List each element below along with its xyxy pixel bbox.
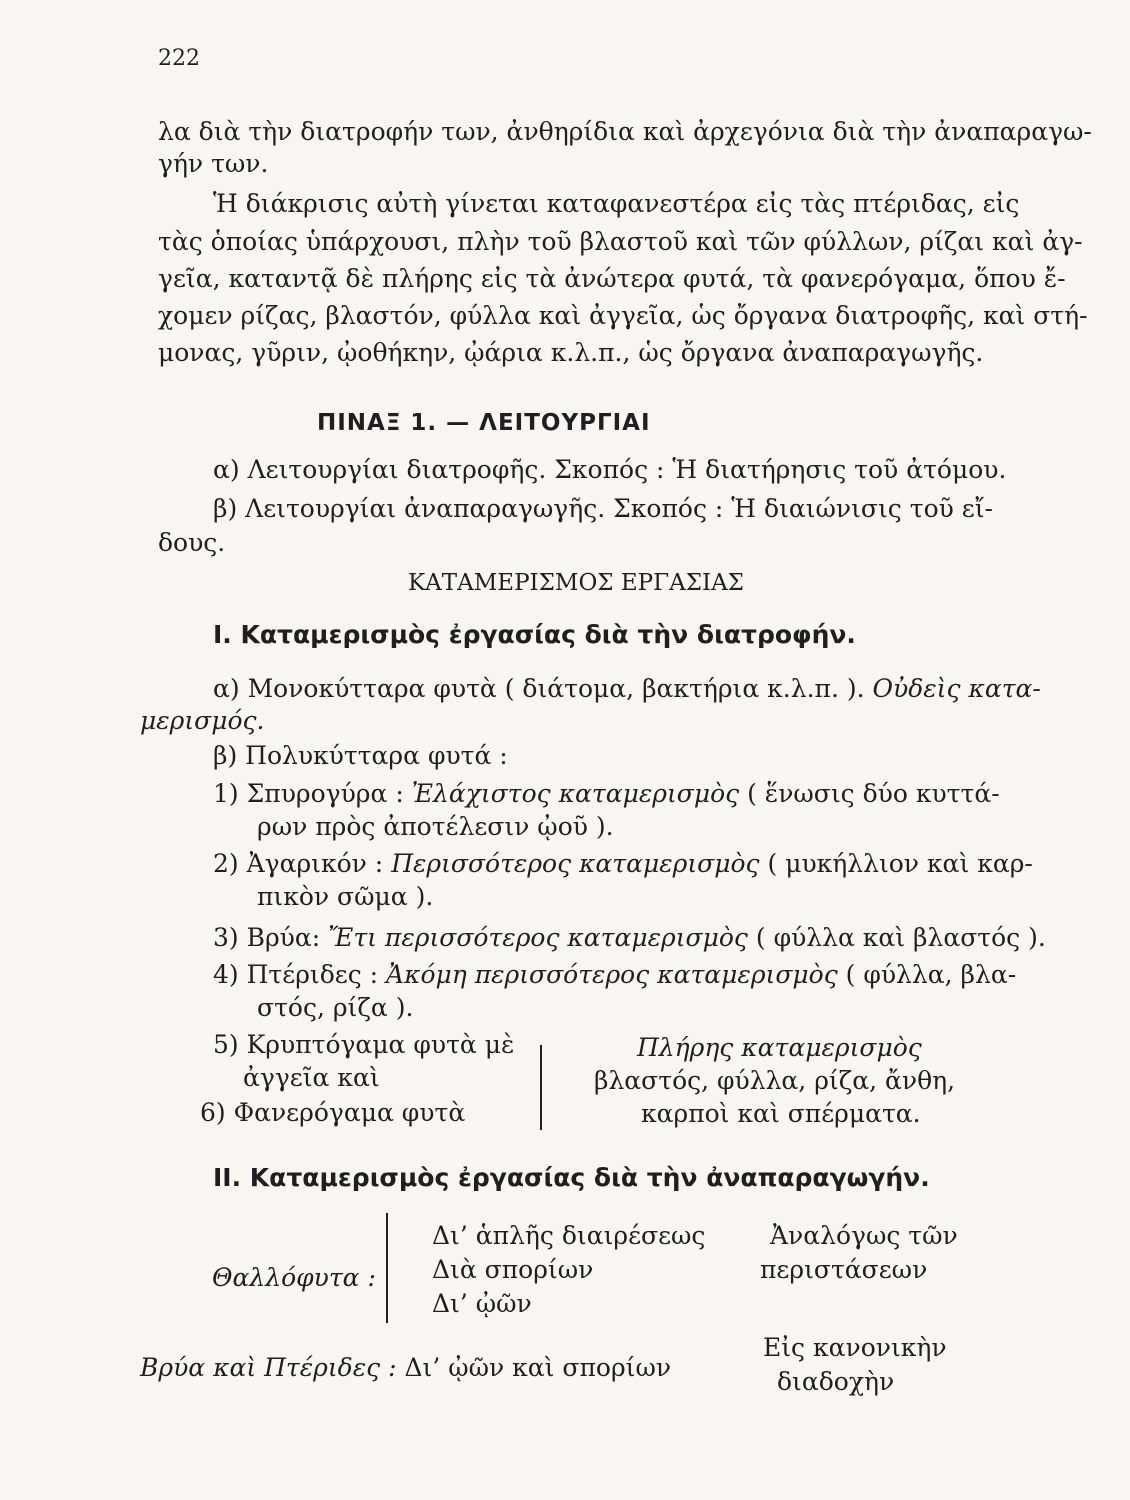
subitem-4-tail: ( φύλλα, βλα- bbox=[845, 960, 1017, 989]
subitem-4-italic: Ἀκόμη περισσότερος καταμερισμὸς bbox=[386, 960, 838, 989]
subitem-2-italic: Περισσότερος καταμερισμὸς bbox=[391, 849, 760, 878]
bryo-line bbox=[140, 1353, 671, 1383]
item-a-text: α) Μονοκύτταρα φυτὰ ( διάτομα, βακτήρια κ.λ.π. ). bbox=[213, 674, 865, 703]
right-summary-2: βλαστός, φύλλα, ρίζα, ἄνθη, bbox=[594, 1066, 956, 1095]
subitem-4 bbox=[213, 960, 1016, 990]
subitem-4-label: 4) Πτέριδες : bbox=[213, 960, 379, 989]
katamerismos-title: ΚΑΤΑΜΕΡΙΣΜΟΣ ΕΡΓΑΣΙΑΣ bbox=[408, 570, 744, 596]
section-2-heading: II. Καταμερισμὸς ἐργασίας διὰ τὴν ἀναπαραγωγήν. bbox=[213, 1163, 930, 1192]
pinax-item-a: α) Λειτουργίαι διατροφῆς. Σκοπός : Ἡ διατήρησις τοῦ ἀτόμου. bbox=[213, 455, 1007, 484]
subitem-2-cont: πικὸν σῶμα ). bbox=[257, 882, 434, 911]
intro-line-1: λα διὰ τὴν διατροφήν των, ἀνθηρίδια καὶ ἀρχεγόνια διὰ τὴν ἀναπαραγω- bbox=[158, 117, 1092, 146]
thallophyta-label: Θαλλόφυτα : bbox=[212, 1263, 376, 1292]
pinax-title: ΠΙΝΑΞ 1. — ΛΕΙΤΟΥΡΓΙΑΙ bbox=[317, 410, 651, 436]
bryo-label: Βρύα καὶ Πτέριδες : bbox=[140, 1353, 397, 1382]
paragraph-line-1: Ἡ διάκρισις αὐτὴ γίνεται καταφανεστέρα εἰς τὰς πτέριδας, εἰς bbox=[213, 189, 1020, 218]
paragraph-line-5: μονας, γῦριν, ᾠοθήκην, ᾠάρια κ.λ.π., ὡς ὄργανα ἀναπαραγωγῆς. bbox=[158, 338, 984, 367]
item-a-italic: Οὐδεὶς κατα- bbox=[872, 674, 1041, 703]
subitem-1 bbox=[213, 779, 1000, 809]
section-1-heading: I. Καταμερισμὸς ἐργασίας διὰ τὴν διατροφήν. bbox=[213, 620, 856, 649]
subitem-1-cont: ρων πρὸς ἀποτέλεσιν ᾠοῦ ). bbox=[257, 812, 614, 841]
thallophyta-method-1: Δι’ ἁπλῆς διαιρέσεως bbox=[432, 1221, 706, 1250]
intro-line-2: γήν των. bbox=[158, 149, 269, 178]
subitem-3-label: 3) Βρύα: bbox=[213, 923, 321, 952]
subitem-1-italic: Ἐλάχιστος καταμερισμὸς bbox=[411, 779, 740, 808]
subitem-3-italic: Ἔτι περισσότερος καταμερισμὸς bbox=[328, 923, 748, 952]
pinax-item-b-cont: δους. bbox=[158, 528, 226, 557]
kanoniki-line-1: Εἰς κανονικὴν bbox=[763, 1333, 947, 1362]
subitem-2-tail: ( μυκήλλιον καὶ καρ- bbox=[767, 849, 1033, 878]
subitem-1-label: 1) Σπυρογύρα : bbox=[213, 779, 404, 808]
subitem-5: 5) Κρυπτόγαμα φυτὰ μὲ bbox=[213, 1030, 515, 1059]
paragraph-line-4: χομεν ρίζας, βλαστόν, φύλλα καὶ ἀγγεῖα, ὡς ὄργανα διατροφῆς, καὶ στή- bbox=[158, 301, 1088, 330]
subitem-6: 6) Φανερόγαμα φυτὰ bbox=[200, 1098, 466, 1127]
thallophyta-method-3: Δι’ ᾠῶν bbox=[432, 1289, 532, 1318]
subitem-2 bbox=[213, 849, 1033, 879]
paragraph-line-2: τὰς ὁποίας ὑπάρχουσι, πλὴν τοῦ βλαστοῦ καὶ τῶν φύλλων, ρίζαι καὶ ἀγ- bbox=[158, 227, 1083, 256]
subitem-3-tail: ( φύλλα καὶ βλαστός ). bbox=[755, 923, 1046, 952]
right-summary-1: Πλήρης καταμερισμὸς bbox=[637, 1033, 922, 1062]
brace-left bbox=[386, 1213, 388, 1323]
paragraph-line-3: γεῖα, καταντᾷ δὲ πλήρης εἰς τὰ ἀνώτερα φυτά, τὰ φανερόγαμα, ὅπου ἔ- bbox=[158, 264, 1066, 293]
subitem-5-cont: ἀγγεῖα καὶ bbox=[243, 1063, 380, 1092]
subitem-3 bbox=[213, 923, 1046, 953]
analogos-line-2: περιστάσεων bbox=[760, 1255, 928, 1284]
subitem-1-tail: ( ἕνωσις δύο κυττά- bbox=[747, 779, 1000, 808]
item-a-cont: μερισμός. bbox=[140, 706, 265, 735]
subitem-2-label: 2) Ἀγαρικόν : bbox=[213, 849, 384, 878]
subitem-4-cont: στός, ρίζα ). bbox=[257, 993, 414, 1022]
right-summary-3: καρποὶ καὶ σπέρματα. bbox=[641, 1099, 921, 1128]
brace-right bbox=[540, 1045, 542, 1130]
bryo-text: Δι’ ᾠῶν καὶ σπορίων bbox=[404, 1353, 672, 1382]
page-number: 222 bbox=[158, 46, 200, 71]
item-b: β) Πολυκύτταρα φυτά : bbox=[213, 741, 508, 770]
pinax-item-b: β) Λειτουργίαι ἀναπαραγωγῆς. Σκοπός : Ἡ διαιώνισις τοῦ εἴ- bbox=[213, 494, 993, 523]
item-a bbox=[213, 674, 1041, 704]
analogos-line-1: Ἀναλόγως τῶν bbox=[770, 1221, 958, 1250]
kanoniki-line-2: διαδοχὴν bbox=[777, 1367, 895, 1396]
thallophyta-method-2: Διὰ σπορίων bbox=[432, 1255, 594, 1284]
